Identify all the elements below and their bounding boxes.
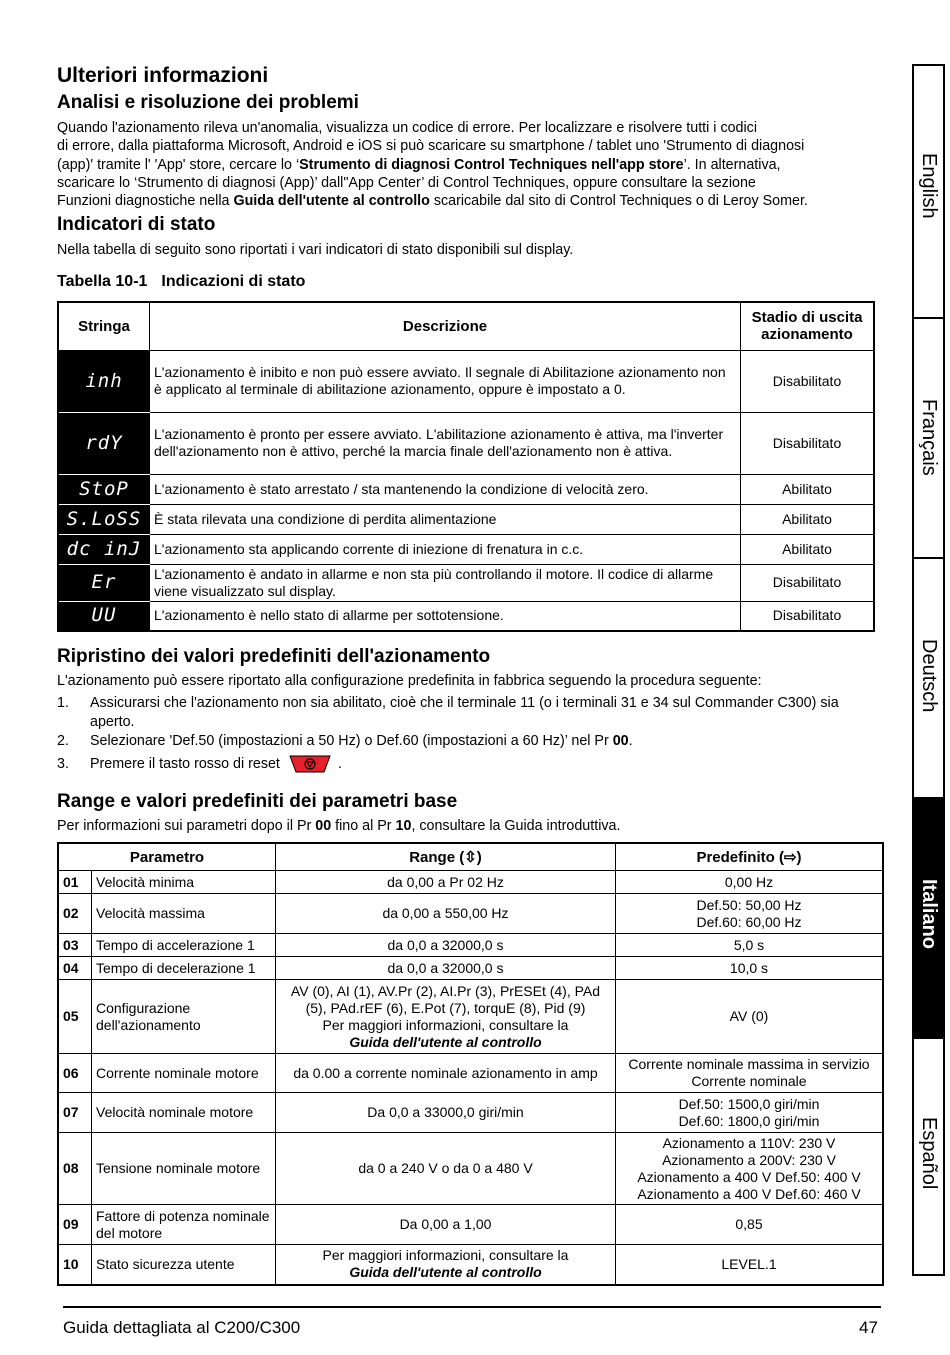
language-tab-label: Français: [918, 399, 940, 476]
reset-steps: [57, 694, 887, 774]
param-range-text: da 0,0 a 32000,0 s: [387, 959, 504, 976]
param-number: 07: [58, 1093, 92, 1133]
table-row: [58, 980, 883, 1054]
table-row: [58, 474, 874, 504]
output-stage: Disabilitato: [741, 564, 875, 601]
status-code-display: [58, 412, 150, 474]
table-row: [58, 1054, 883, 1093]
param-default: 0,85: [616, 1205, 884, 1245]
param-range: [276, 1054, 616, 1093]
language-tab-label: English: [918, 152, 940, 219]
status-code-display: [58, 564, 150, 601]
param-range-text: AV (0), AI (1), AV.Pr (2), AI.Pr (3), PrESEt (4), PAd (5), PAd.rEF (6), E.Pot (7), torquE (8), Pid (9) Per maggiori informazioni, consultare la: [290, 982, 601, 1033]
param-range: [276, 934, 616, 957]
status-code-display: [58, 504, 150, 534]
status-description: L'azionamento è inibito e non può essere avviato. Il segnale di Abilitazione azionamento non è applicato al terminale di abilitazione azionamento, oppure è impostato a 0.: [150, 350, 741, 412]
col-header: Stringa: [58, 302, 150, 350]
reset-button-icon: [288, 755, 332, 773]
language-tab[interactable]: [914, 799, 943, 1039]
language-tab[interactable]: [914, 66, 943, 319]
param-range-text: Da 0,0 a 33000,0 giri/min: [367, 1104, 524, 1120]
param-name: Configurazione dell'azionamento: [92, 980, 276, 1054]
table-row: [58, 504, 874, 534]
language-tab[interactable]: [914, 1039, 943, 1274]
status-heading: Indicatori di stato: [57, 214, 216, 235]
param-range: [276, 1205, 616, 1245]
param-number: 06: [58, 1054, 92, 1093]
param-name: Velocità massima: [92, 894, 276, 934]
table-row: [58, 894, 883, 934]
language-tab[interactable]: [914, 559, 943, 799]
list-item: 3. Premere il tasto rosso di reset .: [57, 756, 342, 772]
status-description: L'azionamento sta applicando corrente di iniezione di frenatura in c.c.: [150, 534, 741, 564]
param-default: Corrente nominale massima in servizio Corrente nominale: [616, 1054, 884, 1093]
param-range: [276, 871, 616, 894]
param-range-text: da 0,00 a Pr 02 Hz: [387, 873, 504, 890]
param-number: 03: [58, 934, 92, 957]
param-default: 0,00 Hz: [616, 871, 884, 894]
param-default: AV (0): [616, 980, 884, 1054]
param-default: 5,0 s: [616, 934, 884, 957]
status-description: L'azionamento è stato arrestato / sta mantenendo la condizione di velocità zero.: [150, 474, 741, 504]
output-stage: Abilitato: [741, 474, 875, 504]
param-range: [276, 1093, 616, 1133]
status-description: L'azionamento è andato in allarme e non sta più controllando il motore. Il codice di allarme viene visualizzato sul display.: [150, 564, 741, 601]
param-name: Tensione nominale motore: [92, 1133, 276, 1205]
guide-reference: Guida dell'utente al controllo: [349, 1033, 542, 1050]
param-range-text: Da 0,00 a 1,00: [399, 1216, 492, 1232]
params-heading: Range e valori predefiniti dei parametri base: [57, 791, 458, 812]
col-header: Stadio di uscita azionamento: [741, 302, 875, 350]
status-code-display: [58, 601, 150, 631]
footer-title: Guida dettagliata al C200/C300: [63, 1318, 301, 1337]
parameter-table: [57, 842, 884, 1286]
param-number: 09: [58, 1205, 92, 1245]
param-name: Tempo di accelerazione 1: [92, 934, 276, 957]
col-header: Descrizione: [150, 302, 741, 350]
language-tab-label: Deutsch: [918, 639, 940, 713]
param-default: LEVEL.1: [616, 1245, 884, 1285]
param-default: Def.50: 50,00 Hz Def.60: 60,00 Hz: [616, 894, 884, 934]
language-tab-label: Italiano: [918, 879, 940, 950]
col-header: Range (⇳): [276, 843, 616, 871]
table-row: [58, 1205, 883, 1245]
output-stage: Disabilitato: [741, 412, 875, 474]
status-code: UU: [91, 604, 117, 627]
param-number: 08: [58, 1133, 92, 1205]
param-name: Stato sicurezza utente: [92, 1245, 276, 1285]
table-row: [58, 412, 874, 474]
param-name: Velocità nominale motore: [92, 1093, 276, 1133]
status-description: È stata rilevata una condizione di perdita alimentazione: [150, 504, 741, 534]
reset-intro: L'azionamento può essere riportato alla configurazione predefinita in fabbrica seguendo la procedura seguente:: [57, 673, 762, 689]
status-code: S.LoSS: [66, 507, 142, 530]
param-number: 10: [58, 1245, 92, 1285]
footer-rule: [63, 1306, 881, 1308]
param-range-text: da 0,00 a 550,00 Hz: [382, 905, 509, 921]
param-name: Corrente nominale motore: [92, 1054, 276, 1093]
param-number: 04: [58, 957, 92, 980]
col-header: Predefinito (⇨): [616, 843, 884, 871]
param-default: Def.50: 1500,0 giri/min Def.60: 1800,0 giri/min: [616, 1093, 884, 1133]
table-row: [58, 1245, 883, 1285]
reset-heading: Ripristino dei valori predefiniti dell'azionamento: [57, 646, 491, 667]
page-number: 47: [859, 1318, 878, 1337]
section-title: Ulteriori informazioni: [57, 64, 269, 87]
troubleshooting-paragraph: Quando l'azionamento rileva un'anomalia, visualizza un codice di errore. Per localizzare e risolvere tutti i codici di errore, dalla piattaforma Microsoft, Android e iOS si può scaricare su smartphone / tablet uno 'Strumento di diagnosi (app)' tramite l' 'App' store, cercare lo ‘Strumento di diagnosi Control Techniques nell'app store’. In alternativa, scaricare lo ‘Strumento di diagnosi (App)’ dall"App Center’ di Control Techniques, oppure consultare la sezione Funzioni diagnostiche nella Guida dell'utente al controllo scaricabile dal sito di Control Techniques o di Leroy Somer.: [57, 120, 808, 210]
param-range: [276, 1133, 616, 1205]
param-range: [276, 1245, 616, 1285]
list-item: 1. Assicurarsi che l'azionamento non sia abilitato, cioè che il terminale 11 (o i terminali 31 e 34 sul Commander C300) sia aperto.: [57, 695, 839, 730]
param-number: 05: [58, 980, 92, 1054]
table-row: [58, 871, 883, 894]
param-range: [276, 957, 616, 980]
status-code-display: [58, 534, 150, 564]
status-code: dc inJ: [66, 537, 142, 560]
output-stage: Abilitato: [741, 504, 875, 534]
guide-reference: Guida dell'utente al controllo: [349, 1264, 542, 1281]
status-description: L'azionamento è pronto per essere avviato. L'abilitazione azionamento è attiva, ma l'inverter dell'azionamento non è attivo, perché la marcia finale dell'azionamento non è attiva.: [150, 412, 741, 474]
status-table: [57, 301, 875, 632]
param-default: 10,0 s: [616, 957, 884, 980]
status-code: inh: [85, 369, 123, 392]
table-row: [58, 1133, 883, 1205]
table-row: [58, 601, 874, 631]
output-stage: Abilitato: [741, 534, 875, 564]
param-range-text: Per maggiori informazioni, consultare la: [322, 1247, 569, 1264]
status-code: Er: [91, 571, 117, 593]
status-table-caption: Tabella 10-1 Indicazioni di stato: [57, 273, 306, 290]
status-code: StoP: [79, 477, 129, 500]
param-name: Fattore di potenza nominale del motore: [92, 1205, 276, 1245]
language-sidebar: [912, 64, 945, 1276]
table-row: [58, 534, 874, 564]
col-header: Parametro: [58, 843, 276, 871]
param-default: Azionamento a 110V: 230 V Azionamento a 200V: 230 V Azionamento a 400 V Def.50: 400 V Azionamento a 400 V Def.60: 460 V: [616, 1133, 884, 1205]
param-number: 02: [58, 894, 92, 934]
language-tab-label: Español: [918, 1116, 940, 1189]
param-number: 01: [58, 871, 92, 894]
param-range-text: da 0.00 a corrente nominale azionamento in amp: [293, 1064, 598, 1081]
language-tab[interactable]: [914, 319, 943, 559]
status-description: L'azionamento è nello stato di allarme per sottotensione.: [150, 601, 741, 631]
output-stage: Disabilitato: [741, 350, 875, 412]
param-name: Tempo di decelerazione 1: [92, 957, 276, 980]
table-row: [58, 957, 883, 980]
param-range-text: da 0,0 a 32000,0 s: [387, 936, 504, 953]
output-stage: Disabilitato: [741, 601, 875, 631]
status-code-display: [58, 474, 150, 504]
param-range: [276, 980, 616, 1054]
table-row: [58, 564, 874, 601]
table-row: [58, 350, 874, 412]
troubleshooting-heading: Analisi e risoluzione dei problemi: [57, 92, 359, 113]
status-code-display: [58, 350, 150, 412]
params-intro: Per informazioni sui parametri dopo il Pr 00 fino al Pr 10, consultare la Guida introduttiva.: [57, 818, 621, 834]
table-row: [58, 1093, 883, 1133]
param-name: Velocità minima: [92, 871, 276, 894]
param-range: [276, 894, 616, 934]
status-code: rdY: [85, 431, 123, 454]
list-item: 2. Selezionare 'Def.50 (impostazioni a 50 Hz) o Def.60 (impostazioni a 60 Hz)’ nel Pr 00.: [57, 733, 633, 749]
status-intro: Nella tabella di seguito sono riportati i vari indicatori di stato disponibili sul display.: [57, 242, 574, 258]
table-row: [58, 934, 883, 957]
param-range-text: da 0 a 240 V o da 0 a 480 V: [358, 1160, 533, 1176]
